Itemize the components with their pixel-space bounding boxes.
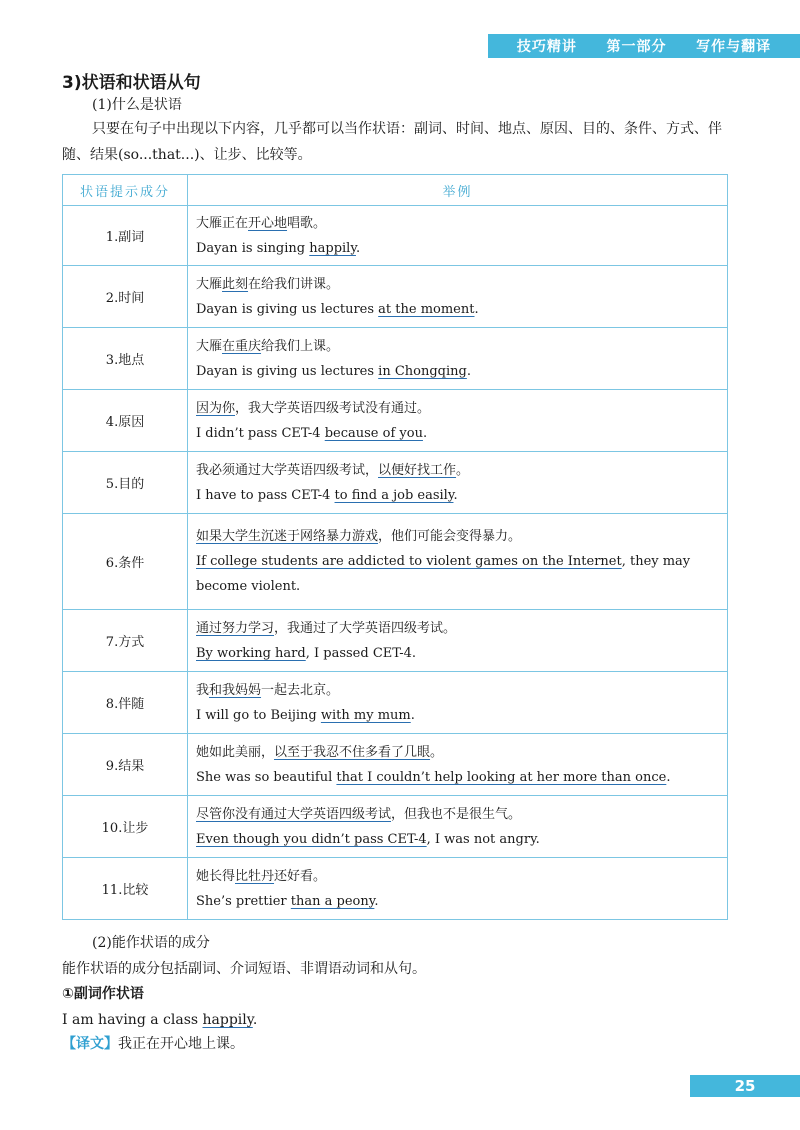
adverbial-category: 10.让步 (63, 796, 188, 858)
chinese-underlined-segment: 以便好找工作 (378, 462, 457, 478)
adverbial-category: 7.方式 (63, 610, 188, 672)
english-underlined-segment: than a peony (290, 893, 375, 909)
english-segment: . (666, 769, 671, 785)
english-segment: Dayan is singing (196, 240, 310, 256)
column-header-component: 状语提示成分 (63, 175, 188, 206)
translation-text: 我正在开心地上课。 (118, 1036, 244, 1052)
chinese-example (196, 396, 719, 421)
english-example (196, 236, 719, 261)
english-segment: . (474, 301, 479, 317)
english-segment: , I was not angry. (426, 831, 540, 847)
english-underlined-segment: to find a job easily (334, 487, 454, 503)
english-segment: Dayan is giving us lectures (196, 363, 379, 379)
subsection-2-heading: (2)能作状语的成分 (92, 935, 210, 951)
chinese-segment: 在给我们讲课。 (248, 276, 340, 292)
chinese-underlined-segment: 因为你 (196, 400, 236, 416)
english-example (196, 889, 719, 914)
running-header (488, 34, 800, 58)
example-cell (188, 672, 728, 734)
components-description: 能作状语的成分包括副词、介词短语、非谓语动词和从句。 (62, 961, 426, 977)
chinese-segment: ，但我也不是很生气。 (391, 806, 522, 822)
english-underlined-segment: that I couldn’t help looking at her more than once (336, 769, 667, 785)
adverbial-category: 8.伴随 (63, 672, 188, 734)
example-cell (188, 796, 728, 858)
english-underlined-segment: because of you (324, 425, 423, 441)
chinese-underlined-segment: 尽管你没有通过大学英语四级考试 (196, 806, 392, 822)
example-segment: . (252, 1012, 258, 1028)
table-row (63, 328, 728, 390)
english-segment: Dayan is giving us lectures (196, 301, 379, 317)
translation-line (62, 1031, 244, 1057)
english-segment: I didn’t pass CET-4 (196, 425, 325, 441)
example-cell (188, 206, 728, 266)
english-example (196, 703, 719, 728)
example-underlined-segment: happily (202, 1012, 253, 1028)
page-number: 25 (690, 1075, 800, 1097)
english-underlined-segment: happily (309, 240, 356, 256)
english-segment: I have to pass CET-4 (196, 487, 335, 503)
chinese-segment: 一起去北京。 (261, 682, 340, 698)
example-cell (188, 734, 728, 796)
english-example (196, 483, 719, 508)
adverbial-category: 3.地点 (63, 328, 188, 390)
english-segment: She’s prettier (196, 893, 291, 909)
english-segment: . (410, 707, 415, 723)
chinese-segment: 大雁正在 (196, 215, 249, 231)
example-cell (188, 610, 728, 672)
example-sentence (62, 1007, 257, 1033)
chinese-segment: 我 (196, 682, 210, 698)
english-underlined-segment: in Chongqing (378, 363, 467, 379)
adverbial-category: 6.条件 (63, 514, 188, 610)
table-row (63, 514, 728, 610)
english-segment: , they may become violent. (196, 554, 691, 594)
english-example (196, 765, 719, 790)
example-cell (188, 390, 728, 452)
table-row (63, 390, 728, 452)
english-underlined-segment: If college students are addicted to violent games on the Internet (196, 554, 622, 569)
table-row (63, 858, 728, 920)
example-cell (188, 266, 728, 328)
table-row (63, 672, 728, 734)
subsection-1-heading: (1)什么是状语 (92, 97, 182, 113)
chinese-example (196, 616, 719, 641)
chinese-segment: ，他们可能会变得暴力。 (378, 529, 522, 544)
english-segment: . (453, 487, 458, 503)
table-row (63, 452, 728, 514)
chinese-example (196, 740, 719, 765)
chinese-segment: 她长得 (196, 868, 236, 884)
header-part-2: 第一部分 (606, 39, 667, 55)
chinese-example (196, 272, 719, 297)
intro-paragraph: 只要在句子中出现以下内容，几乎都可以当作状语：副词、时间、地点、原因、目的、条件、方式、伴随、结果(so...that...)、让步、比较等。 (62, 121, 722, 163)
chinese-segment: 唱歌。 (287, 215, 327, 231)
column-header-example: 举例 (188, 175, 728, 206)
chinese-segment: 还好看。 (274, 868, 327, 884)
table-row (63, 610, 728, 672)
chinese-segment: ，我大学英语四级考试没有通过。 (235, 400, 431, 416)
item-1-heading: ①副词作状语 (62, 986, 144, 1002)
header-part-1: 技巧精讲 (516, 39, 577, 55)
chinese-underlined-segment: 在重庆 (222, 338, 262, 354)
english-underlined-segment: Even though you didn’t pass CET-4 (196, 831, 427, 847)
english-underlined-segment: at the moment (378, 301, 475, 317)
example-cell (188, 452, 728, 514)
chinese-underlined-segment: 以至于我忍不住多看了几眼 (274, 744, 431, 760)
example-cell (188, 514, 728, 610)
table-header-row (63, 175, 728, 206)
table-row (63, 266, 728, 328)
chinese-segment: 。 (430, 744, 444, 760)
chinese-underlined-segment: 如果大学生沉迷于网络暴力游戏 (196, 529, 379, 544)
chinese-example (196, 678, 719, 703)
english-example (196, 297, 719, 322)
header-part-3: 写作与翻译 (696, 39, 772, 55)
chinese-segment: 。 (456, 462, 470, 478)
table-row (63, 796, 728, 858)
adverbial-category: 4.原因 (63, 390, 188, 452)
chinese-underlined-segment: 此刻 (222, 276, 249, 292)
english-segment: , I passed CET-4. (305, 645, 417, 661)
chinese-segment: 给我们上课。 (261, 338, 340, 354)
english-example (196, 549, 719, 599)
table-row (63, 206, 728, 266)
english-segment: . (422, 425, 428, 441)
chinese-segment: 我必须通过大学英语四级考试， (196, 462, 379, 478)
adverbial-category: 9.结果 (63, 734, 188, 796)
english-underlined-segment: By working hard (196, 645, 306, 661)
english-example (196, 421, 719, 446)
english-example (196, 641, 719, 666)
chinese-segment: 她如此美丽， (196, 744, 275, 760)
chinese-underlined-segment: 开心地 (248, 215, 288, 231)
chinese-segment: 大雁 (196, 338, 223, 354)
english-segment: . (374, 893, 379, 909)
chinese-example (196, 211, 719, 236)
english-segment: She was so beautiful (196, 769, 337, 785)
example-segment: I am having a class (62, 1012, 203, 1028)
adverbial-category: 2.时间 (63, 266, 188, 328)
chinese-underlined-segment: 通过努力学习 (196, 620, 275, 636)
adverbial-table (62, 174, 728, 920)
chinese-example (196, 864, 719, 889)
english-example (196, 827, 719, 852)
chinese-example (196, 334, 719, 359)
chinese-underlined-segment: 和我妈妈 (209, 682, 262, 698)
adverbial-category: 11.比较 (63, 858, 188, 920)
table-row (63, 734, 728, 796)
english-segment: . (355, 240, 361, 256)
english-segment: I will go to Beijing (196, 707, 321, 723)
table-body (63, 206, 728, 920)
chinese-segment: 大雁 (196, 276, 223, 292)
chinese-underlined-segment: 比牡丹 (235, 868, 275, 884)
chinese-example (196, 802, 719, 827)
english-example (196, 359, 719, 384)
section-title: 3)状语和状语从句 (62, 73, 201, 93)
english-underlined-segment: with my mum (320, 707, 411, 723)
english-segment: . (466, 363, 471, 379)
example-cell (188, 328, 728, 390)
translation-tag: 【译文】 (62, 1036, 118, 1052)
chinese-example (196, 458, 719, 483)
adverbial-category: 1.副词 (63, 206, 188, 266)
example-cell (188, 858, 728, 920)
adverbial-category: 5.目的 (63, 452, 188, 514)
chinese-segment: ，我通过了大学英语四级考试。 (274, 620, 457, 636)
chinese-example (196, 524, 719, 549)
